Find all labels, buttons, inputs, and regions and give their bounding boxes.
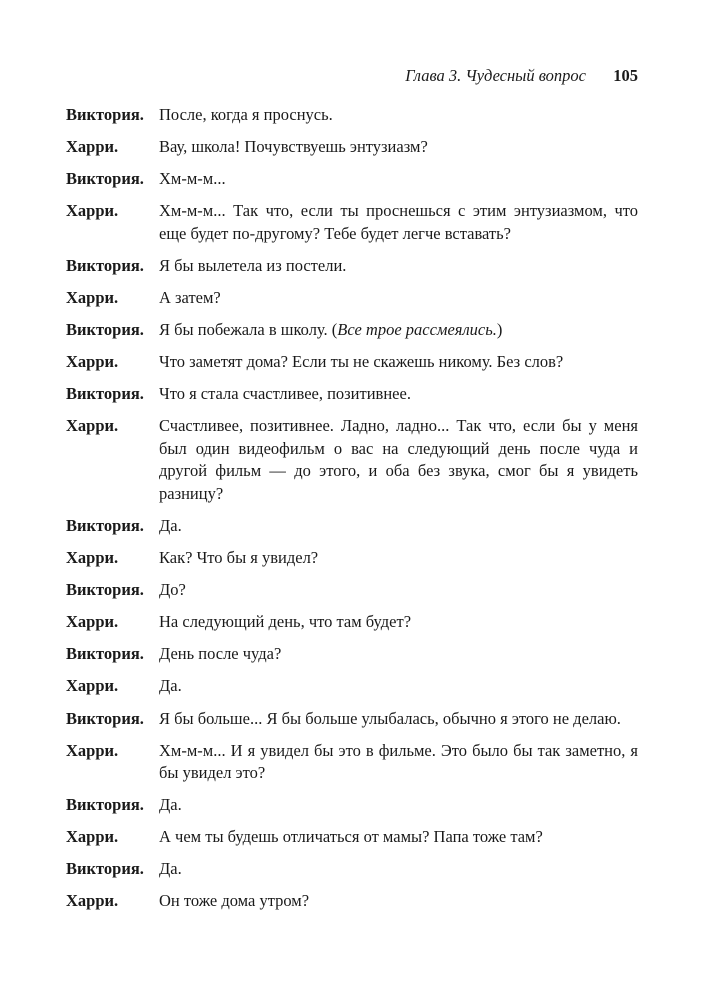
utterance-text: Хм-м-м... <box>159 169 226 189</box>
utterance-text: А чем ты будешь отличаться от мамы? Папа тоже там? <box>159 827 543 847</box>
utterance-text: Как? Что бы я увидел? <box>159 548 319 568</box>
utterance-text-start: Я бы побежала в школу. ( <box>159 320 338 340</box>
speaker-name: Харри. <box>66 137 119 157</box>
dialogue-line <box>66 168 638 191</box>
speaker-name: Виктория. <box>66 255 144 275</box>
dialogue-line <box>66 708 638 731</box>
utterance-text: Что заметят дома? Если ты не скажешь никому. Без слов? <box>159 352 564 372</box>
utterance-text: Что я стала счастливее, позитивнее. <box>159 384 411 404</box>
utterance-text: Да. <box>159 859 182 879</box>
utterance-text: Я бы больше... Я бы больше улыбалась, обычно я этого не делаю. <box>159 708 621 728</box>
utterance-text: Хм-м-м... Так что, если ты проснешься с этим энтузиазмом, что еще будет по-другому? Тебе будет легче вставать? <box>159 201 638 243</box>
speaker-name: Виктория. <box>66 105 144 124</box>
utterance-text: После, когда я проснусь. <box>159 105 333 124</box>
page-number: 105 <box>613 66 638 85</box>
running-header <box>66 66 638 88</box>
utterance-text: На следующий день, что там будет? <box>159 612 412 632</box>
speaker-name: Харри. <box>66 416 119 436</box>
speaker-name: Харри. <box>66 287 119 307</box>
chapter-title: Глава 3. Чудесный вопрос <box>405 66 586 85</box>
dialogue-line <box>66 136 638 159</box>
dialogue-line <box>66 351 638 374</box>
utterance-text: Он тоже дома утром? <box>159 891 310 911</box>
speaker-name: Виктория. <box>66 859 144 879</box>
speaker-name: Харри. <box>66 352 119 372</box>
speaker-name: Харри. <box>66 548 119 568</box>
dialogue-line <box>66 104 638 127</box>
speaker-name: Харри. <box>66 740 119 760</box>
dialogue-line <box>66 547 638 570</box>
dialogue-line <box>66 319 638 342</box>
utterance-text: Я бы вылетела из постели. <box>159 255 347 275</box>
utterance-text: До? <box>159 580 186 600</box>
speaker-name: Виктория. <box>66 580 144 600</box>
utterance-text: А затем? <box>159 287 221 307</box>
speaker-name: Харри. <box>66 676 119 696</box>
dialogue-line <box>66 890 638 913</box>
utterance-text <box>159 319 638 342</box>
dialogue-line <box>66 255 638 278</box>
speaker-name: Виктория. <box>66 320 144 340</box>
utterance-text: Да. <box>159 676 182 696</box>
utterance-text-end: ) <box>496 320 503 340</box>
dialogue-line <box>66 826 638 849</box>
utterance-text: Да. <box>159 795 182 815</box>
dialogue-line <box>66 200 638 245</box>
dialogue-line <box>66 515 638 538</box>
speaker-name: Харри. <box>66 612 119 632</box>
dialogue-line <box>66 383 638 406</box>
speaker-name: Виктория. <box>66 708 144 728</box>
speaker-name: Харри. <box>66 201 119 221</box>
speaker-name: Виктория. <box>66 384 144 404</box>
dialogue-line <box>66 579 638 602</box>
stage-direction: Все трое рассмеялись. <box>337 320 497 340</box>
dialogue-line <box>66 287 638 310</box>
dialogue-transcript <box>66 104 638 923</box>
utterance-text: День после чуда? <box>159 644 282 664</box>
dialogue-line <box>66 611 638 634</box>
speaker-name: Харри. <box>66 891 119 911</box>
speaker-name: Виктория. <box>66 795 144 815</box>
utterance-text: Да. <box>159 515 182 535</box>
dialogue-line <box>66 643 638 666</box>
dialogue-line <box>66 858 638 881</box>
dialogue-line <box>66 415 638 505</box>
speaker-name: Виктория. <box>66 644 144 664</box>
speaker-name: Харри. <box>66 827 119 847</box>
speaker-name: Виктория. <box>66 515 144 535</box>
dialogue-line <box>66 675 638 698</box>
utterance-text: Счастливее, позитивнее. Ладно, ладно... Так что, если бы у меня был один видеофильм о вас на следующий день после чуда и другой фильм — до этого, и оба без звука, смог бы я увидеть разницу? <box>159 416 638 503</box>
dialogue-line <box>66 794 638 817</box>
speaker-name: Виктория. <box>66 169 144 189</box>
utterance-text: Хм-м-м... И я увидел бы это в фильме. Это было бы так заметно, я бы увидел это? <box>159 740 638 783</box>
dialogue-line <box>66 740 638 785</box>
utterance-text: Вау, школа! Почувствуешь энтузиазм? <box>159 137 428 157</box>
